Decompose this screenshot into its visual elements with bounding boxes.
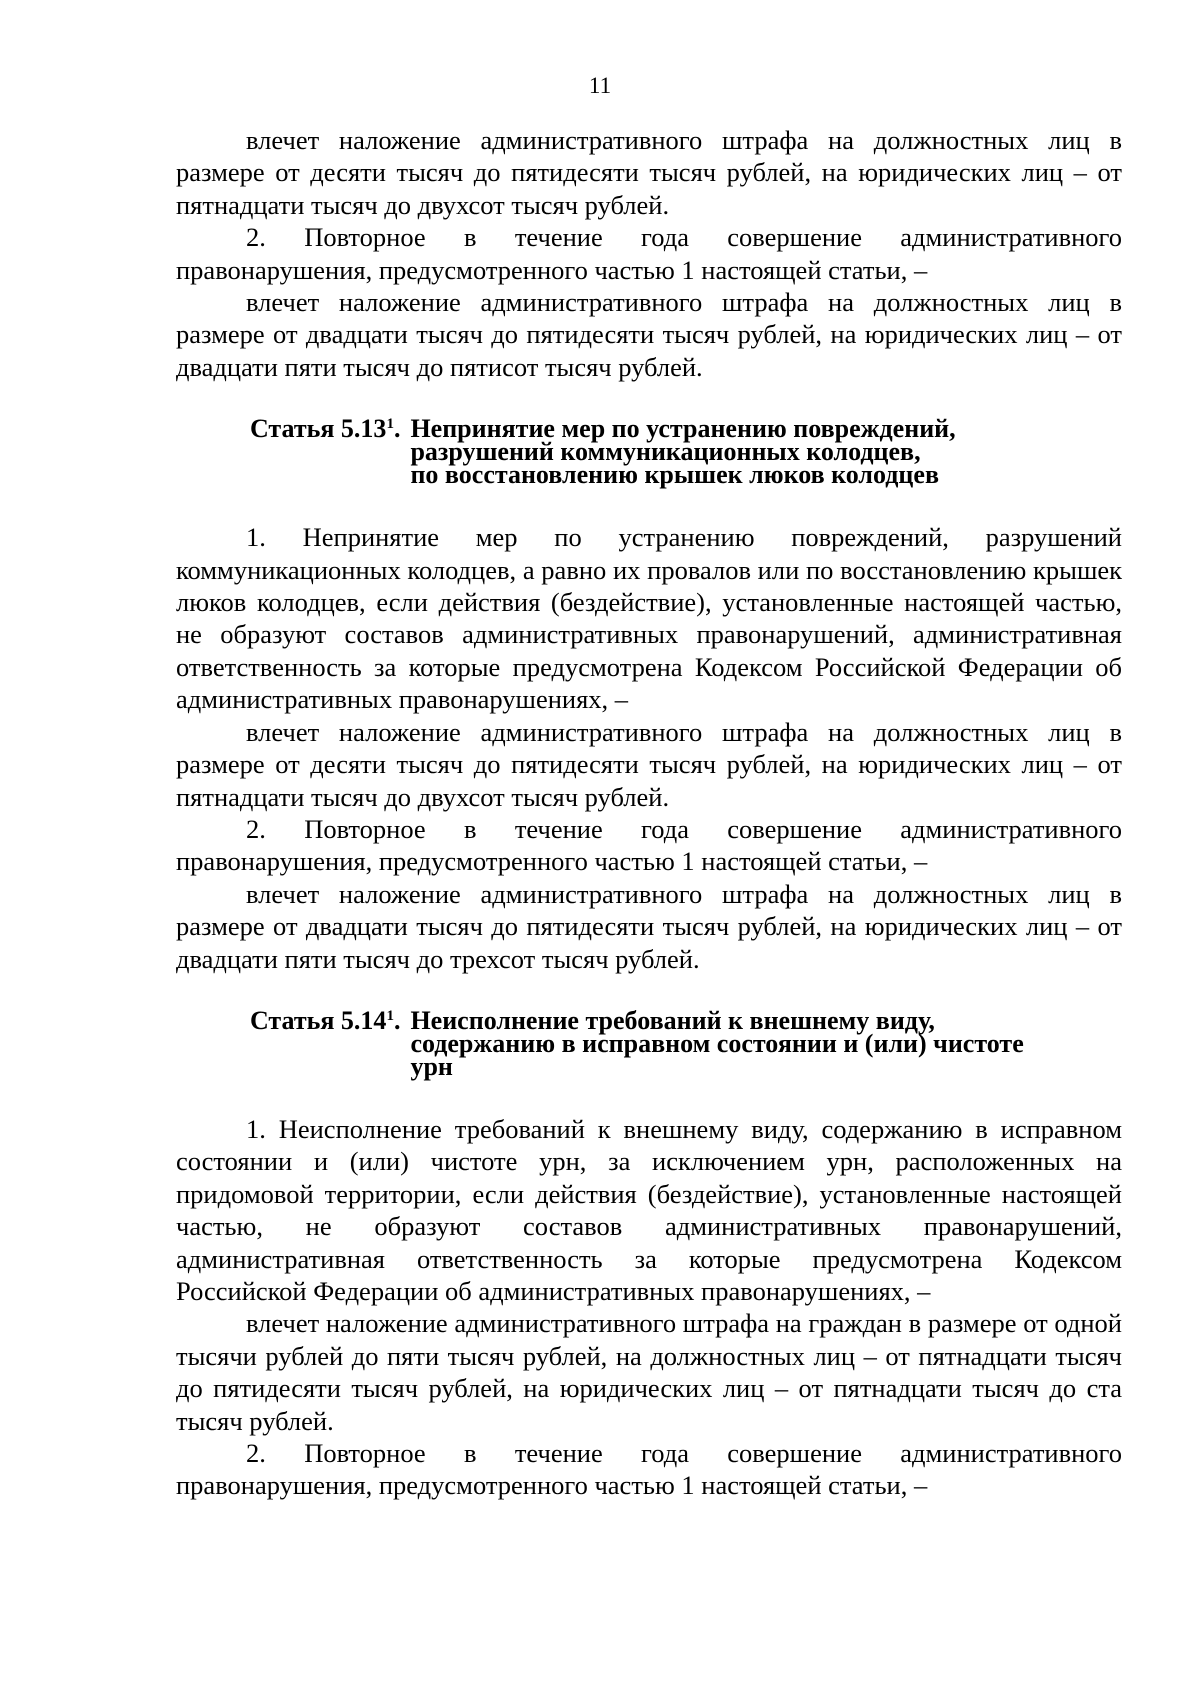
article-number-superscript: 1 bbox=[386, 416, 394, 433]
article-number-suffix: . bbox=[393, 414, 401, 444]
article-heading-5-13 bbox=[250, 414, 1122, 490]
article-number-superscript: 1 bbox=[386, 1007, 394, 1024]
paragraph-repeat-violation: 2. Повторное в течение года совершение административного правонарушения, предусмотренного частью 1 настоящей статьи, – bbox=[176, 222, 1122, 285]
paragraph-article-5-13-penalty-2: влечет наложение административного штрафа на должностных лиц в размере от двадцати тысяч до пятидесяти тысяч рублей, на юридических лиц – от двадцати пяти тысяч до трехсот тысяч рублей. bbox=[176, 878, 1122, 974]
article-title-line: Неисполнение требований к внешнему виду, bbox=[410, 1005, 935, 1035]
paragraph-article-5-13-penalty-1: влечет наложение административного штрафа на должностных лиц в размере от десяти тысяч до пятидесяти тысяч рублей, на юридических лиц – от пятнадцати тысяч до двухсот тысяч рублей. bbox=[176, 716, 1122, 812]
article-heading-5-14 bbox=[250, 1005, 1122, 1081]
paragraph-article-5-13-part-1: 1. Непринятие мер по устранению повреждений, разрушений коммуникационных колодцев, а равно их провалов или по восстановлению крышек люков колодцев, если действия (бездействие), установленные настоящей частью, не образуют составов административных правонарушений, административная ответственность за которые предусмотрена Кодексом Российской Федерации об административных правонарушениях, – bbox=[176, 522, 1122, 715]
page-number: 11 bbox=[588, 73, 612, 98]
paragraph-penalty-part-1-continued: влечет наложение административного штрафа на должностных лиц в размере от десяти тысяч до пятидесяти тысяч рублей, на юридических лиц – от пятнадцати тысяч до двухсот тысяч рублей. bbox=[176, 125, 1122, 220]
article-title-line: содержанию в исправном состоянии и (или) чистоте bbox=[410, 1028, 1024, 1058]
paragraph-article-5-14-penalty-1: влечет наложение административного штрафа на граждан в размере от одной тысячи рублей до пяти тысяч рублей, на должностных лиц – от пятнадцати тысяч до пятидесяти тысяч рублей, на юридических лиц – от пятнадцати тысяч до ста тысяч рублей. bbox=[176, 1308, 1122, 1436]
paragraph-article-5-14-part-1: 1. Неисполнение требований к внешнему виду, содержанию в исправном состоянии и (или) чистоте урн, за исключением урн, расположенных на придомовой территории, если действия (бездействие), установленные настоящей частью, не образуют составов административных правонарушений, административная ответственность за которые предусмотрена Кодексом Российской Федерации об административных правонарушениях, – bbox=[176, 1113, 1122, 1306]
article-number-text: Статья 5.13 bbox=[250, 414, 387, 444]
article-title-line: урн bbox=[410, 1051, 453, 1081]
paragraph-penalty-part-2: влечет наложение административного штрафа на должностных лиц в размере от двадцати тысяч до пятидесяти тысяч рублей, на юридических лиц – от двадцати пяти тысяч до пятисот тысяч рублей. bbox=[176, 287, 1122, 382]
article-title-line: разрушений коммуникационных колодцев, bbox=[410, 437, 921, 467]
article-title-5-14 bbox=[410, 1005, 1122, 1081]
article-title-line: по восстановлению крышек люков колодцев bbox=[410, 460, 939, 490]
article-number-5-13 bbox=[250, 414, 410, 486]
article-title-line: Непринятие мер по устранению повреждений, bbox=[410, 414, 956, 444]
article-title-5-13 bbox=[410, 414, 1122, 490]
article-number-5-14 bbox=[250, 1005, 410, 1078]
paragraph-article-5-13-part-2: 2. Повторное в течение года совершение административного правонарушения, предусмотренного частью 1 настоящей статьи, – bbox=[176, 813, 1122, 877]
paragraph-article-5-14-part-2: 2. Повторное в течение года совершение административного правонарушения, предусмотренного частью 1 настоящей статьи, – bbox=[176, 1438, 1122, 1501]
article-number-suffix: . bbox=[393, 1005, 401, 1035]
document-body bbox=[176, 124, 1122, 1502]
article-number-text: Статья 5.14 bbox=[250, 1005, 387, 1035]
